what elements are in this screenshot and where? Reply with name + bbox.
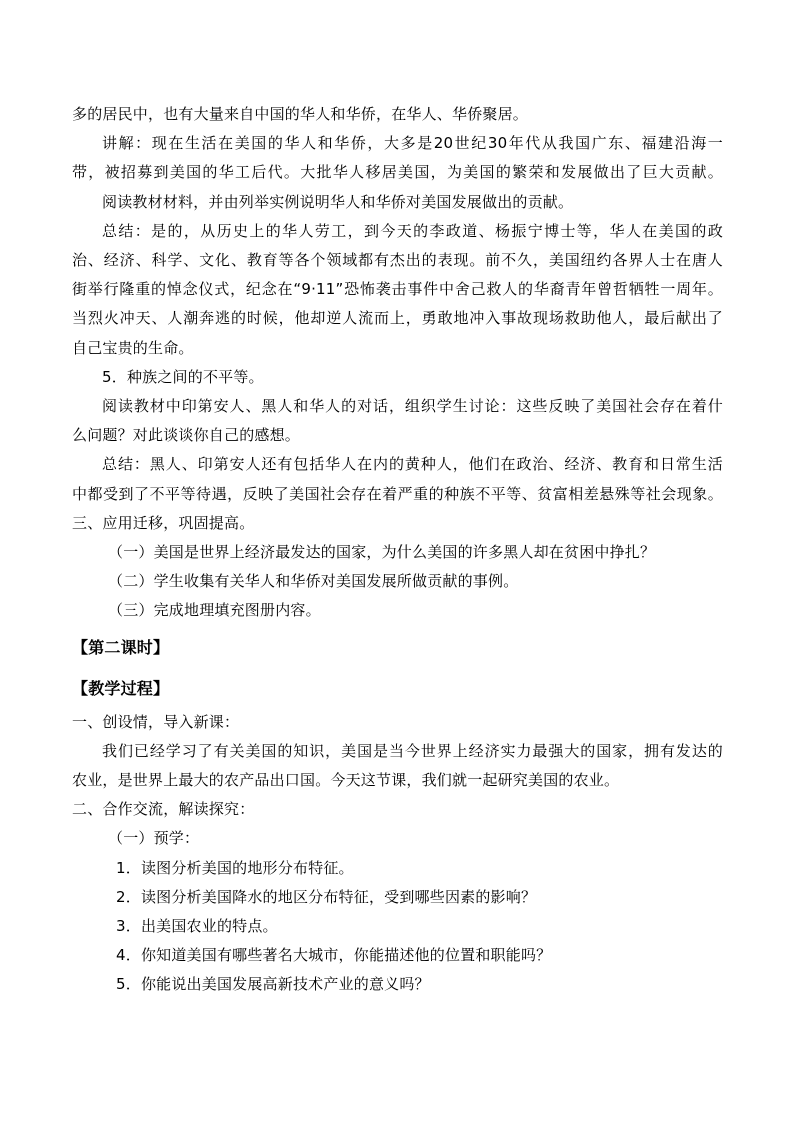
list-item: 2．读图分析美国降水的地区分布特征，受到哪些因素的影响？: [116, 887, 537, 906]
process-heading: 【教学过程】: [72, 678, 170, 698]
paragraph-line: 总结：是的，从历史上的华人劳工，到今天的李政道、杨振宁博士等，华人在美国的政: [102, 221, 723, 240]
paragraph-line: 街举行隆重的悼念仪式，纪念在“9·11”恐怖袭击事件中舍己救人的华裔青年曾哲牺牲一周年。: [72, 280, 723, 299]
paragraph-line: 阅读教材材料，并由列举实例说明华人和华侨对美国发展做出的贡献。: [102, 192, 574, 211]
document-body: [72, 100, 723, 1000]
section-heading: 三、应用迁移，巩固提高。: [72, 513, 255, 532]
paragraph-line: 么问题？对此谈谈你自己的感想。: [72, 426, 301, 445]
list-item: （一）美国是世界上经济最发达的国家，为什么美国的许多黑人却在贫困中挣扎？: [108, 543, 656, 562]
paragraph-line: 我们已经学习了有关美国的知识，美国是当今世界上经济实力最强大的国家，拥有发达的: [102, 741, 723, 760]
list-item: 3．出美国农业的特点。: [116, 917, 278, 936]
paragraph-line: 当烈火冲天、人潮奔逃的时候，他却逆人流而上，勇敢地冲入事故现场救助他人，最后献出了: [72, 309, 723, 328]
paragraph-line: 农业，是世界上最大的农产品出口国。今天这节课，我们就一起研究美国的农业。: [72, 771, 620, 790]
subsection-heading: （一）预学：: [108, 829, 200, 848]
list-item: 5．种族之间的不平等。: [102, 367, 264, 386]
paragraph-line: 带，被招募到美国的华工后代。大批华人移居美国，为美国的繁荣和发展做出了巨大贡献。: [72, 163, 723, 182]
list-item: （三）完成地理填充图册内容。: [108, 601, 321, 620]
list-item: （二）学生收集有关华人和华侨对美国发展所做贡献的事例。: [108, 572, 519, 591]
paragraph-line: 自己宝贵的生命。: [72, 338, 194, 357]
paragraph-line: 讲解：现在生活在美国的华人和华侨，大多是20世纪30年代从我国广东、福建沿海一: [102, 134, 723, 153]
lesson-heading: 【第二课时】: [72, 637, 170, 657]
paragraph-line: 总结：黑人、印第安人还有包括华人在内的黄种人，他们在政治、经济、教育和日常生活: [102, 455, 723, 474]
paragraph-line: 阅读教材中印第安人、黑人和华人的对话，组织学生讨论：这些反映了美国社会存在着什: [102, 397, 723, 416]
section-heading: 一、创设情，导入新课：: [72, 712, 240, 731]
paragraph-line: 治、经济、科学、文化、教育等各个领域都有杰出的表现。前不久，美国纽约各界人士在唐人: [72, 251, 723, 270]
section-heading: 二、合作交流，解读探究：: [72, 800, 255, 819]
list-item: 4．你知道美国有哪些著名大城市，你能描述他的位置和职能吗？: [116, 946, 552, 965]
list-item: 5．你能说出美国发展高新技术产业的意义吗？: [116, 975, 430, 994]
paragraph-line: 多的居民中，也有大量来自中国的华人和华侨，在华人、华侨聚居。: [72, 105, 529, 123]
paragraph-line: 中都受到了不平等待遇，反映了美国社会存在着严重的种族不平等、贫富相差悬殊等社会现象。: [72, 484, 723, 503]
list-item: 1．读图分析美国的地形分布特征。: [116, 858, 354, 877]
